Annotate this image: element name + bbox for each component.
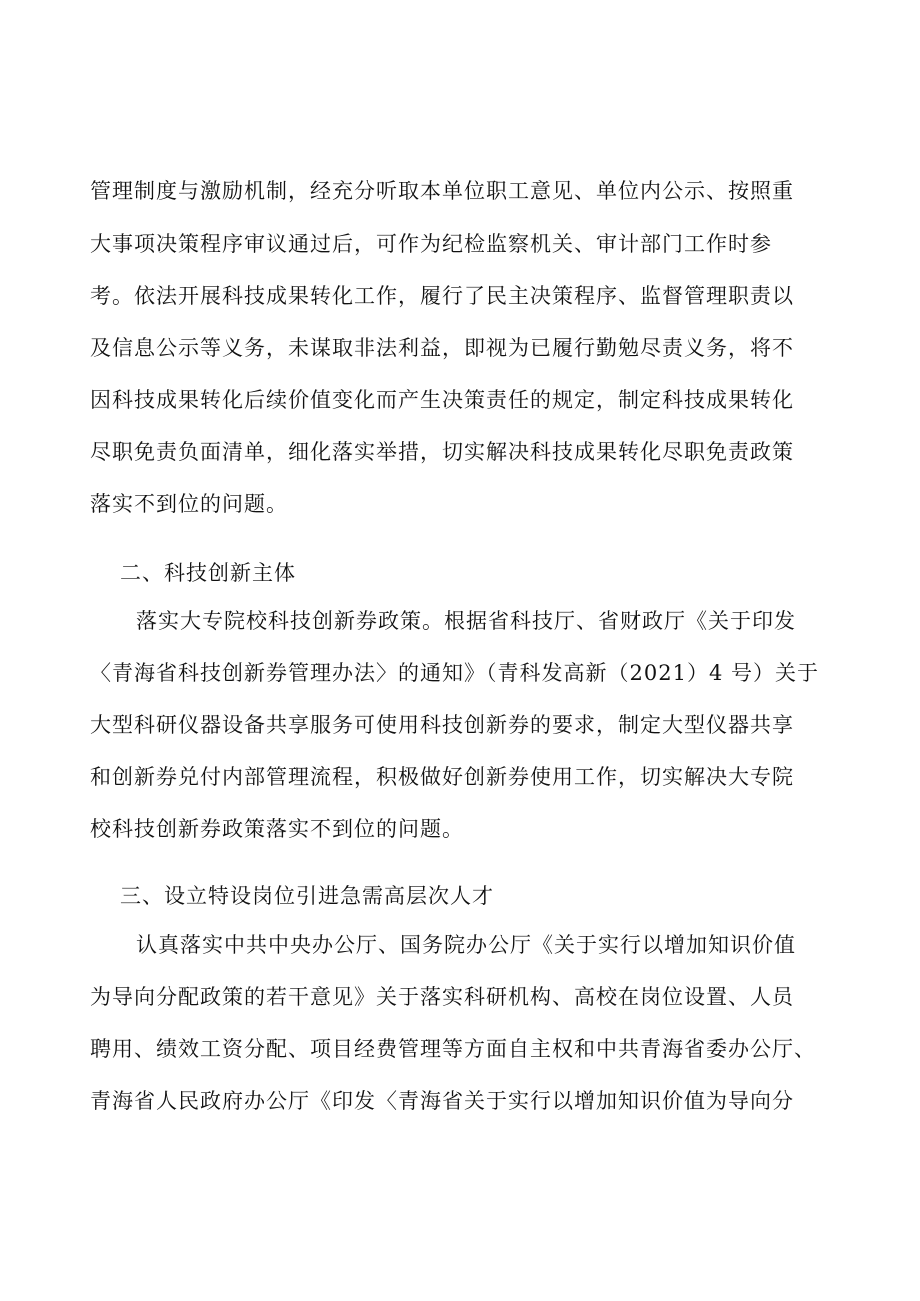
paragraph-line: 青海省人民政府办公厅《印发〈青海省关于实行以增加知识价值为导向分 [90, 1089, 794, 1113]
paragraph-line: 和创新券兑付内部管理流程，积极做好创新券使用工作，切实解决大专院 [90, 765, 794, 789]
paragraph-line: 大型科研仪器设备共享服务可使用科技创新券的要求，制定大型仪器共享 [90, 713, 794, 737]
paragraph-line: 考。依法开展科技成果转化工作，履行了民主决策程序、监督管理职责以 [90, 284, 794, 308]
paragraph-line: 校科技创新券政策落实不到位的问题。 [90, 817, 464, 841]
paragraph-line: 及信息公示等义务，未谋取非法利益，即视为已履行勤勉尽责义务，将不 [90, 336, 794, 360]
paragraph-line: 大事项决策程序审议通过后，可作为纪检监察机关、审计部门工作时参 [90, 232, 772, 256]
section-heading: 三、设立特设岗位引进急需高层次人才 [120, 884, 494, 908]
paragraph-line: 为导向分配政策的若干意见》关于落实科研机构、高校在岗位设置、人员 [90, 985, 794, 1009]
paragraph-line: 聘用、绩效工资分配、项目经费管理等方面自主权和中共青海省委办公厅、 [90, 1037, 816, 1061]
section-heading: 二、科技创新主体 [120, 561, 296, 585]
paragraph-line: 管理制度与激励机制，经充分听取本单位职工意见、单位内公示、按照重 [90, 179, 794, 203]
paragraph-line: 〈青海省科技创新券管理办法〉的通知》（青科发高新（2021）4 号）关于 [90, 661, 819, 685]
paragraph-line: 尽职免责负面清单，细化落实举措，切实解决科技成果转化尽职免责政策 [90, 440, 794, 464]
paragraph-line: 因科技成果转化后续价值变化而产生决策责任的规定，制定科技成果转化 [90, 388, 794, 412]
paragraph-line: 落实不到位的问题。 [90, 492, 288, 516]
paragraph-line: 认真落实中共中央办公厅、国务院办公厅《关于实行以增加知识价值 [136, 933, 796, 957]
paragraph-line: 落实大专院校科技创新券政策。根据省科技厅、省财政厅《关于印发 [136, 609, 796, 633]
